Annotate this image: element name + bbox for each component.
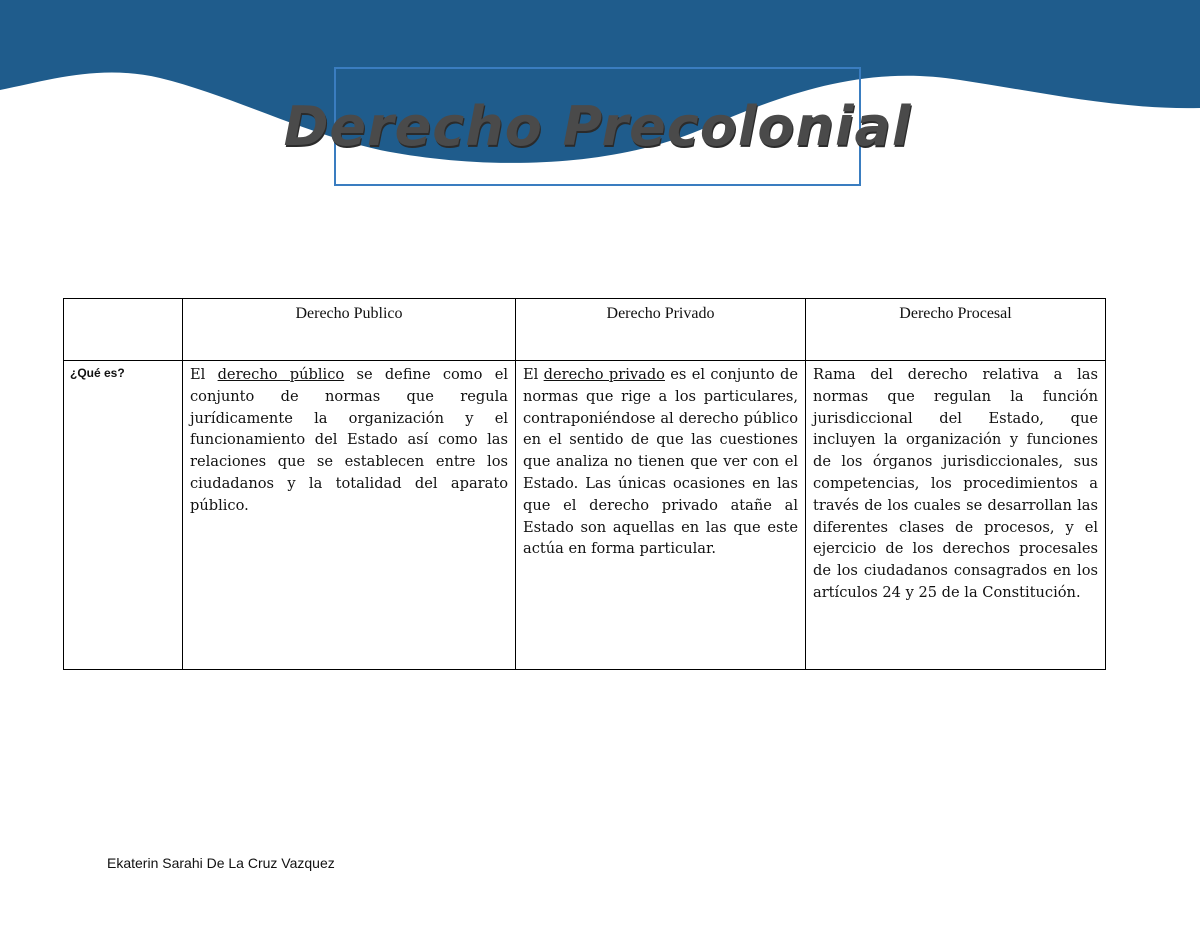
cell-derecho-publico <box>183 361 516 670</box>
author-name: Ekaterin Sarahi De La Cruz Vazquez <box>107 855 335 871</box>
publico-pre: El <box>190 366 218 383</box>
header-derecho-procesal: Derecho Procesal <box>806 299 1106 361</box>
table-row <box>64 361 1106 670</box>
privado-link[interactable]: derecho privado <box>543 366 665 383</box>
page-title: Derecho Precolonial <box>283 95 912 158</box>
header-derecho-publico: Derecho Publico <box>183 299 516 361</box>
publico-link[interactable]: derecho público <box>217 366 345 383</box>
header-derecho-privado: Derecho Privado <box>516 299 806 361</box>
privado-text: es el conjunto de normas que rige a los particulares, contraponiéndose al derecho público en el sentido de que las cuestiones que analiza no tienen que ver con el Estado. Las únicas ocasiones en las que el derecho privado atañe al Estado son aquellas en las que este actúa en forma particular. <box>523 366 798 558</box>
cell-derecho-procesal: Rama del derecho relativa a las normas que regulan la función jurisdiccional del Estado, que incluyen la organización y funciones de los órganos jurisdiccionales, sus competencias, los procedimientos a través de los cuales se desarrollan las diferentes clases de procesos, y el ejercicio de los derechos procesales de los ciudadanos consagrados en los artículos 24 y 25 de la Constitución. <box>806 361 1106 670</box>
cell-derecho-privado <box>516 361 806 670</box>
publico-text: se define como el conjunto de normas que regula jurídicamente la organización y el funcionamiento del Estado así como las relaciones que se establecen entre los ciudadanos y la totalidad del aparato público. <box>190 366 508 514</box>
title-box <box>283 67 912 186</box>
header-empty <box>64 299 183 361</box>
row-label: ¿Qué es? <box>64 361 183 670</box>
comparison-table <box>63 298 1106 670</box>
privado-pre: El <box>523 366 544 383</box>
table-header-row <box>64 299 1106 361</box>
